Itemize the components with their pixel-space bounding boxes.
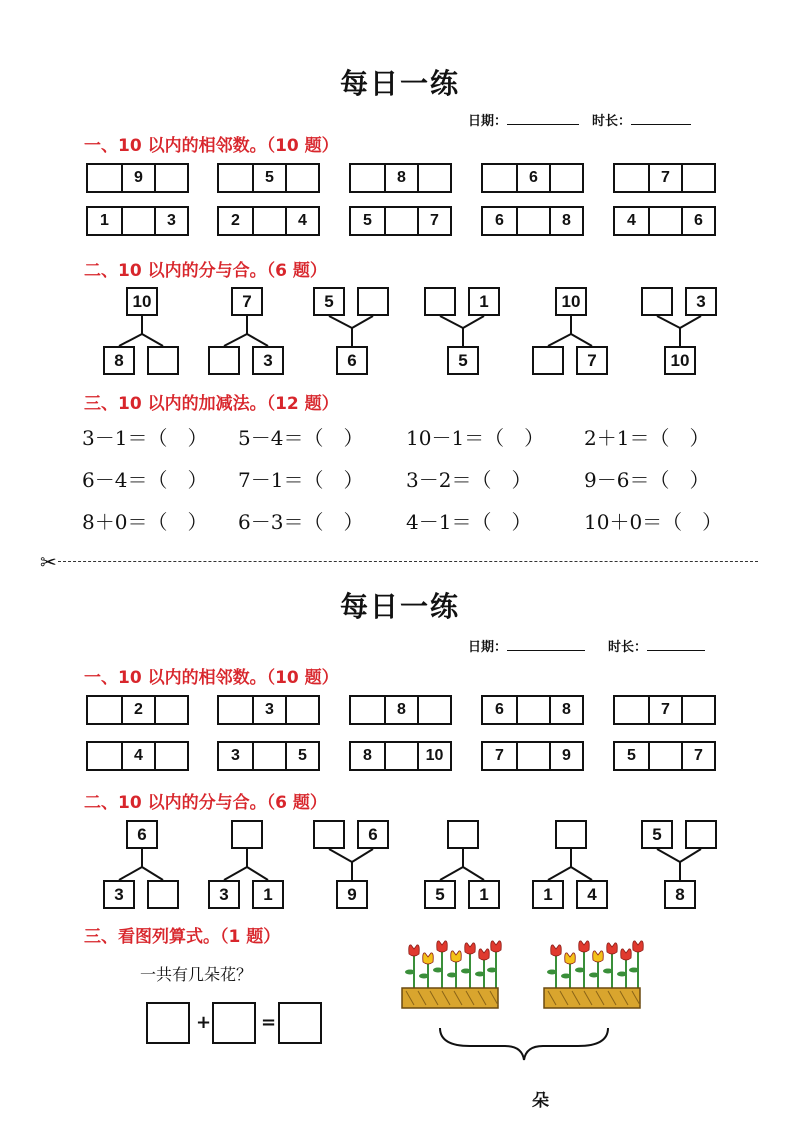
tulip-flower	[409, 945, 420, 956]
number-cell: 8	[549, 208, 582, 234]
bond-number-box: 6	[357, 820, 389, 849]
bond-number-box: 1	[252, 880, 284, 909]
leaf-shape	[405, 970, 415, 975]
number-cell: 9	[549, 743, 582, 769]
equation[interactable]: 5－4＝（ ）	[238, 426, 364, 450]
number-cell: 6	[681, 208, 714, 234]
leaf-shape	[419, 974, 429, 979]
tulip-flower	[491, 941, 502, 952]
equation[interactable]: 10－1＝（ ）	[406, 426, 545, 450]
equation[interactable]: 6－4＝（ ）	[82, 468, 208, 492]
date-label: 日期：	[468, 640, 508, 655]
tulip-flower	[451, 951, 462, 962]
bond-number-box: 8	[103, 346, 135, 375]
section-heading-bonds: 二、10 以内的分与合。（6 题）	[84, 793, 327, 813]
bond-number-box: 8	[664, 880, 696, 909]
number-cell: 3	[231, 747, 240, 764]
number-cell: 8	[384, 697, 417, 723]
number-cell: 9	[121, 165, 154, 191]
bond-number-box: 5	[447, 346, 479, 375]
section-heading-picture: 三、看图列算式。（1 题）	[84, 927, 281, 947]
number-cell: 2	[231, 212, 240, 229]
number-cell: 5	[285, 743, 318, 769]
section-heading-neighbors: 一、10 以内的相邻数。（10 题）	[84, 668, 339, 688]
page-title: 每日一练	[339, 590, 460, 623]
tulip-flower	[465, 943, 476, 954]
duration-label: 时长：	[608, 640, 648, 655]
question-text: 一共有几朵花？	[140, 965, 253, 984]
tulip-flower	[437, 941, 448, 952]
leaf-shape	[589, 973, 599, 978]
number-cell: 6	[516, 165, 549, 191]
bond-number-box: 1	[468, 287, 500, 316]
number-cell: 3	[252, 697, 285, 723]
tulip-flower	[565, 953, 576, 964]
tulip-flower	[621, 949, 632, 960]
flower-planter	[402, 941, 501, 1008]
tulip-flower	[479, 949, 490, 960]
bond-number-box: 5	[424, 880, 456, 909]
bond-number-box: 6	[336, 346, 368, 375]
tulip-flower	[593, 951, 604, 962]
leaf-shape	[617, 972, 627, 977]
bond-number-box: 3	[252, 346, 284, 375]
number-cell: 5	[627, 747, 636, 764]
equation[interactable]: 8＋0＝（ ）	[82, 510, 208, 534]
number-cell: 4	[285, 208, 318, 234]
number-cell: 5	[363, 212, 372, 229]
equation[interactable]: 3－1＝（ ）	[82, 426, 208, 450]
brace-shape	[440, 1028, 608, 1060]
equation[interactable]: 9－6＝（ ）	[584, 468, 710, 492]
bond-number-box: 1	[468, 880, 500, 909]
number-cell: 7	[417, 208, 450, 234]
leaf-shape	[629, 968, 639, 973]
bond-number-box: 9	[336, 880, 368, 909]
number-cell: 4	[627, 212, 636, 229]
number-cell: 8	[384, 165, 417, 191]
tulip-flower	[579, 941, 590, 952]
leaf-shape	[603, 969, 613, 974]
section-heading-neighbors: 一、10 以内的相邻数。（10 题）	[84, 136, 339, 156]
bond-number-box: 10	[664, 346, 696, 375]
leaf-shape	[547, 970, 557, 975]
leaf-shape	[461, 969, 471, 974]
equation[interactable]: 6－3＝（ ）	[238, 510, 364, 534]
number-cell: 10	[417, 743, 450, 769]
bond-number-box: 1	[532, 880, 564, 909]
page-title: 每日一练	[339, 67, 460, 100]
number-cell: 7	[495, 747, 504, 764]
bond-number-box: 6	[126, 820, 158, 849]
tulip-flower	[551, 945, 562, 956]
bond-number-box: 7	[576, 346, 608, 375]
duration-label: 时长：	[592, 114, 632, 129]
bond-number-box: 10	[555, 287, 587, 316]
scissors-icon: ✂	[40, 550, 57, 574]
equation[interactable]: 4－1＝（ ）	[406, 510, 532, 534]
number-cell: 4	[121, 743, 154, 769]
section-heading-arithmetic: 三、10 以内的加减法。（12 题）	[84, 394, 339, 414]
plus-sign: +	[196, 1012, 212, 1033]
equation[interactable]: 7－1＝（ ）	[238, 468, 364, 492]
date-label: 日期：	[468, 114, 508, 129]
number-cell: 2	[121, 697, 154, 723]
bond-number-box: 4	[576, 880, 608, 909]
bond-number-box: 3	[685, 287, 717, 316]
number-cell: 7	[648, 165, 681, 191]
number-cell: 7	[681, 743, 714, 769]
tulip-flower	[633, 941, 644, 952]
leaf-shape	[433, 968, 443, 973]
bond-number-box: 7	[231, 287, 263, 316]
leaf-shape	[575, 968, 585, 973]
number-cell: 6	[495, 701, 504, 718]
bond-number-box: 10	[126, 287, 158, 316]
bond-number-box: 5	[313, 287, 345, 316]
number-cell: 1	[100, 212, 109, 229]
number-cell: 5	[252, 165, 285, 191]
tulip-flower	[607, 943, 618, 954]
tulip-flower	[423, 953, 434, 964]
flower-planter	[544, 941, 643, 1008]
number-cell: 3	[154, 208, 187, 234]
bond-number-box: 3	[103, 880, 135, 909]
leaf-shape	[447, 973, 457, 978]
equals-sign: =	[261, 1012, 277, 1033]
section-heading-bonds: 二、10 以内的分与合。（6 题）	[84, 261, 327, 281]
bond-number-box: 3	[208, 880, 240, 909]
leaf-shape	[475, 972, 485, 977]
number-cell: 7	[648, 697, 681, 723]
bond-number-box: 5	[641, 820, 673, 849]
equation[interactable]: 3－2＝（ ）	[406, 468, 532, 492]
equation[interactable]: 10＋0＝（ ）	[584, 510, 723, 534]
number-cell: 8	[363, 747, 372, 764]
unit-label: 朵	[532, 1091, 549, 1111]
equation[interactable]: 2＋1＝（ ）	[584, 426, 710, 450]
leaf-shape	[561, 974, 571, 979]
number-cell: 6	[495, 212, 504, 229]
number-cell: 8	[549, 697, 582, 723]
leaf-shape	[487, 968, 497, 973]
